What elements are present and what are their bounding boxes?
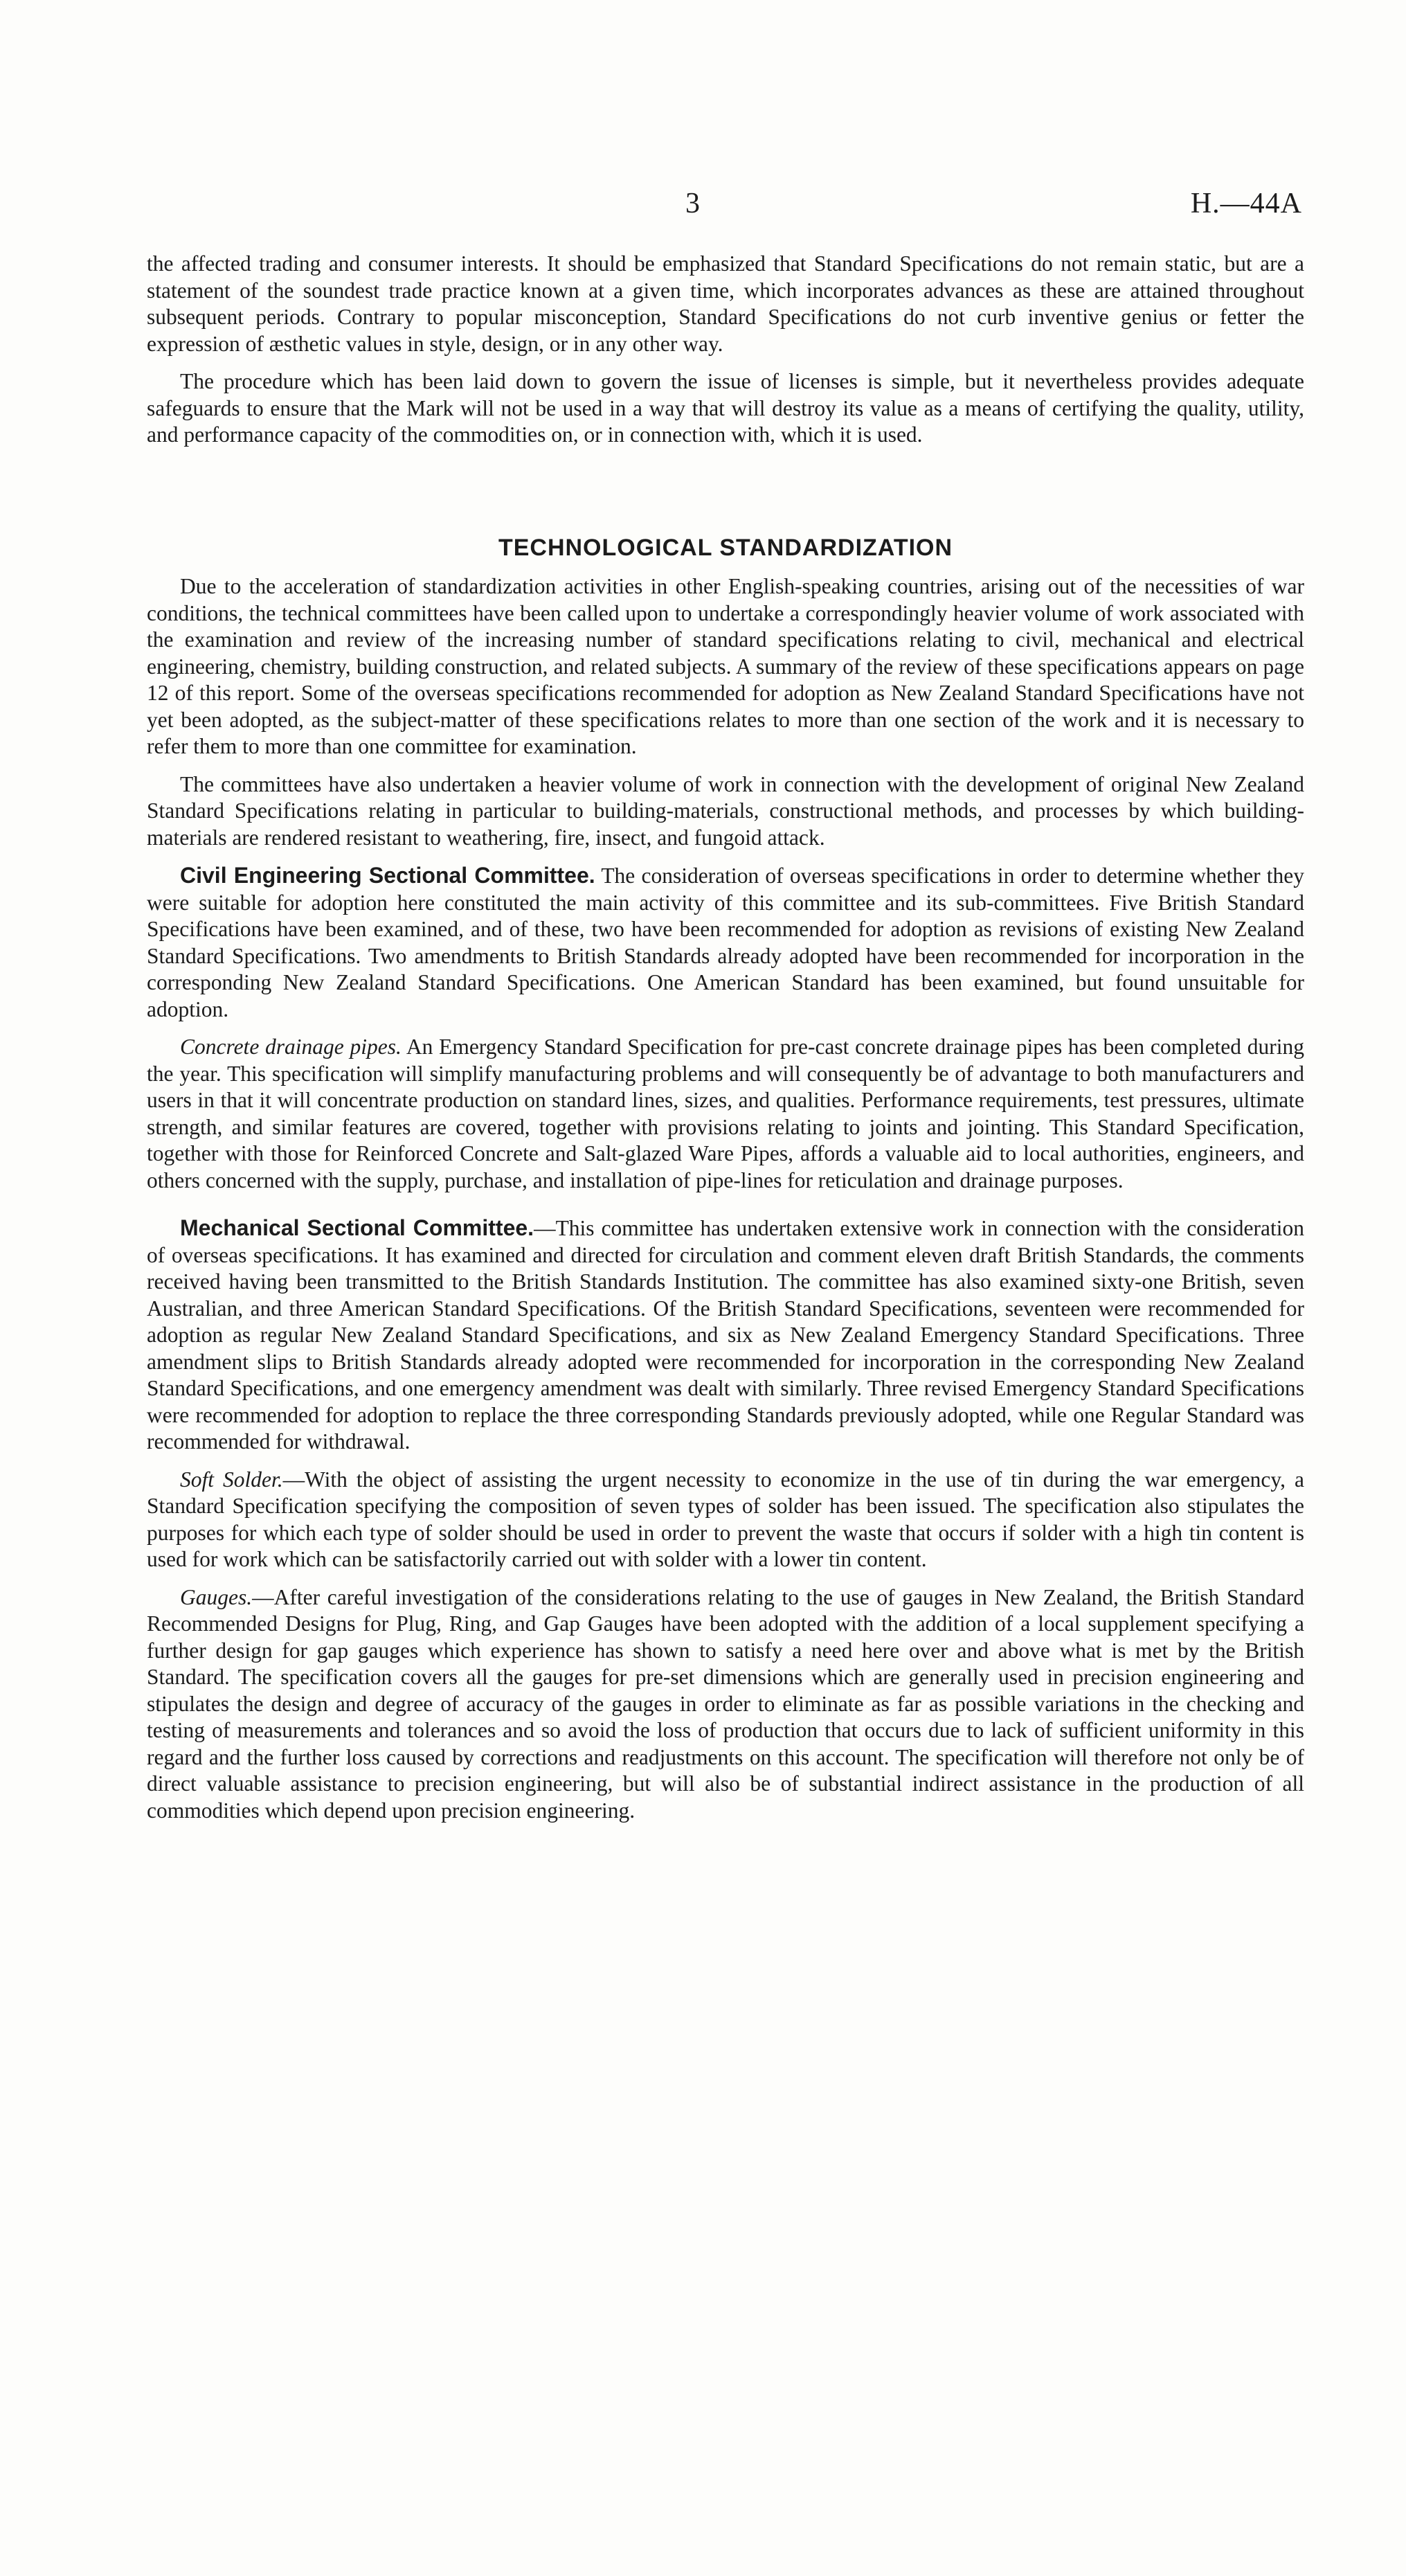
- document-reference: H.—44A: [1190, 188, 1302, 220]
- paragraph-original-specifications: The committees have also undertaken a heavier volume of work in connection with the development of original New Zealand Standard Specifications relating in particular to building-materials, constructional methods, and processes by which building-materials are rendered resistant to weathering, fire, insect, and fungoid attack.: [147, 771, 1304, 850]
- paragraph-mechanical: [147, 1215, 1304, 1456]
- page-number: 3: [685, 188, 700, 220]
- soft-solder-heading: Soft Solder.: [180, 1467, 283, 1492]
- civil-engineering-heading: Civil Engineering Sectional Committee.: [180, 863, 595, 888]
- page-header: [0, 187, 1406, 235]
- gauges-text: —After careful investigation of the considerations relating to the use of gauges in New Zealand, the British Standard Recommended Designs for Plug, Ring, and Gap Gauges have been adopted with the addition of a local supplement specifying a further design for gap gauges which experience has shown to satisfy a need here over and above what is met by the British Standard. The specification covers all the gauges for pre-set dimensions which are generally used in precision engineering and stipulates the design and degree of accuracy of the gauges in order to eliminate as far as possible variations in the checking and testing of measurements and tolerances and so avoid the loss of production that occurs due to lack of sufficient uniformity in this regard and the further loss caused by corrections and readjustments on this account. The specification will therefore not only be of direct valuable assistance to precision engineering, but will also be of substantial indirect assistance in the production of all commodities which depend upon precision engineering.: [147, 1584, 1304, 1823]
- concrete-pipes-text: An Emergency Standard Specification for pre-cast concrete drainage pipes has been completed during the year. This specification will simplify manufacturing problems and will consequently be of advantage to both manufacturers and users in that it will concentrate production on standard lines, sizes, and qualities. Performance requirements, test pressures, ultimate strength, and similar features are covered, together with provisions relating to joints and jointing. This Standard Specification, together with those for Reinforced Concrete and Salt-glazed Ware Pipes, affords a valuable aid to local authorities, engineers, and others concerned with the supply, purchase, and installation of pipe-lines for reticulation and drainage purposes.: [147, 1035, 1305, 1192]
- mechanical-text: —This committee has undertaken extensive work in connection with the consideration of overseas specifications. It has examined and directed for circulation and comment eleven draft British Standards, the comments received having been transmitted to the British Standards Institution. The committee has also examined sixty-one British, seven Australian, and three American Standard Specifications. Of the British Standard Specifications, seventeen were recommended for adoption as regular New Zealand Standard Specifications, and six as New Zealand Emergency Standard Specifications. Three amendment slips to British Standards already adopted were recommended for incorporation in the corresponding New Zealand Standard Specifications, and one emergency amendment was dealt with similarly. Three revised Emergency Standard Specifications were recommended for adoption to replace the three corresponding Standards previously adopted, while one Regular Standard was recommended for withdrawal.: [147, 1216, 1305, 1454]
- soft-solder-text: —With the object of assisting the urgent necessity to economize in the use of tin during the war emergency, a Standard Specification specifying the composition of seven types of solder has been issued. The specification also stipulates the purposes for which each type of solder should be used in order to prevent the waste that occurs if solder with a high tin content is used for work which can be satisfactorily carried out with solder with a lower tin content.: [147, 1467, 1304, 1571]
- paragraph-gauges: [147, 1584, 1304, 1825]
- paragraph-continuation: the affected trading and consumer interests. It should be emphasized that Standard Specifications do not remain static, but are a statement of the soundest trade practice known at a given time, which incorporates advances as these are attained throughout subsequent periods. Contrary to popular misconception, Standard Specifications do not curb inventive genius or fetter the expression of æsthetic values in style, design, or in any other way.: [147, 251, 1304, 356]
- paragraph-standardization-activities: Due to the acceleration of standardization activities in other English-speaking countries, arising out of the necessities of war conditions, the technical committees have been called upon to undertake a correspondingly heavier volume of work associated with the examination and review of the increasing number of standard specifications relating to civil, mechanical and electrical engineering, chemistry, building construction, and related subjects. A summary of the review of these specifications appears on page 12 of this report. Some of the overseas specifications recommended for adoption as New Zealand Standard Specifications have not yet been adopted, as the subject-matter of these specifications relates to more than one section of the work and it is necessary to refer them to more than one committee for examination.: [147, 574, 1304, 758]
- paragraph-soft-solder: [147, 1467, 1304, 1573]
- concrete-pipes-heading: Concrete drainage pipes.: [180, 1035, 402, 1059]
- paragraph-concrete-pipes: [147, 1034, 1304, 1194]
- gauges-heading: Gauges.: [180, 1584, 253, 1609]
- paragraph-civil-engineering: [147, 862, 1304, 1023]
- section-title: TECHNOLOGICAL STANDARDIZATION: [498, 534, 953, 561]
- paragraph-licenses: The procedure which has been laid down to govern the issue of licenses is simple, but it nevertheless provides adequate safeguards to ensure that the Mark will not be used in a way that will destroy its value as a means of certifying the quality, utility, and performance capacity of the commodities on, or in connection with, which it is used.: [147, 369, 1304, 447]
- civil-engineering-text: The consideration of overseas specifications in order to determine whether they were suitable for adoption here constituted the main activity of this committee and its sub-committees. Five British Standard Specifications have been examined, and of these, two have been recommended for adoption as revisions of existing New Zealand Standard Specifications. Two amendments to British Standards already adopted have been recommended for incorporation in the corresponding New Zealand Standard Specifications. One American Standard has been examined, but found unsuitable for adoption.: [147, 864, 1305, 1021]
- mechanical-heading: Mechanical Sectional Committee.: [180, 1215, 534, 1240]
- body-text: [147, 251, 1304, 1835]
